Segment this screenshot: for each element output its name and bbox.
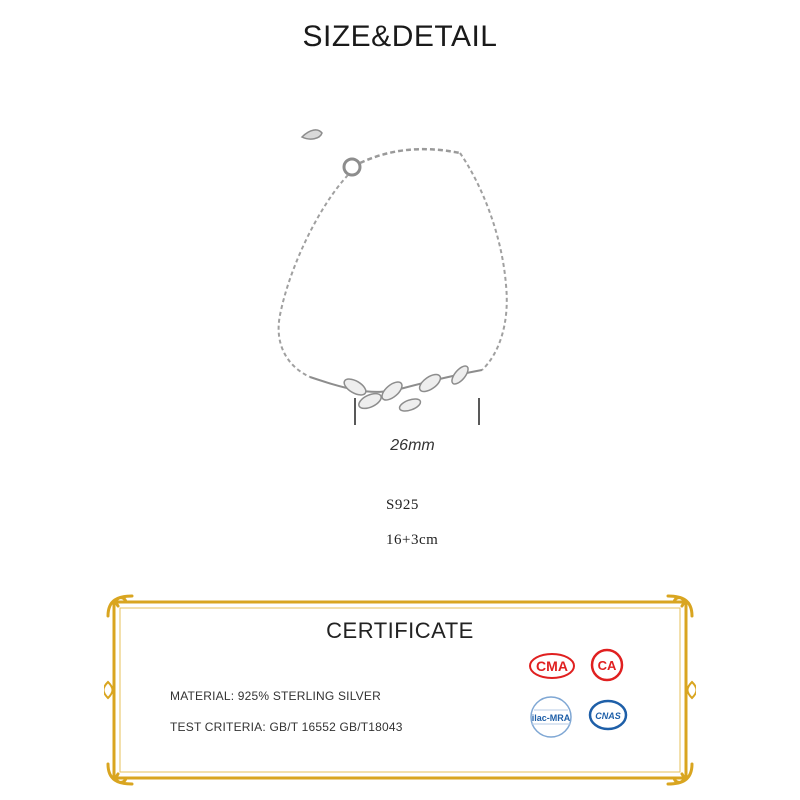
certificate-title: CERTIFICATE <box>326 618 474 643</box>
length-spec: 16+3cm <box>386 532 439 548</box>
criteria-line: TEST CRITERIA: GB/T 16552 GB/T18043 <box>170 720 403 734</box>
dimension-label: 26mm <box>390 437 435 454</box>
ilac-mra-logo-text: ilac-MRA <box>531 713 571 723</box>
bracelet-image <box>270 115 530 425</box>
material-code: S925 <box>386 497 419 513</box>
cnas-logo <box>588 698 628 732</box>
cnas-logo-text: CNAS <box>595 711 621 721</box>
cma-logo <box>528 651 576 681</box>
page-title: SIZE&DETAIL <box>302 20 498 53</box>
material-line: MATERIAL: 925% STERLING SILVER <box>170 689 381 703</box>
cma-logo-text: CMA <box>536 658 568 674</box>
ca-logo <box>588 648 626 682</box>
ca-logo-text: CA <box>597 658 617 673</box>
ilac-mra-logo <box>526 694 576 740</box>
